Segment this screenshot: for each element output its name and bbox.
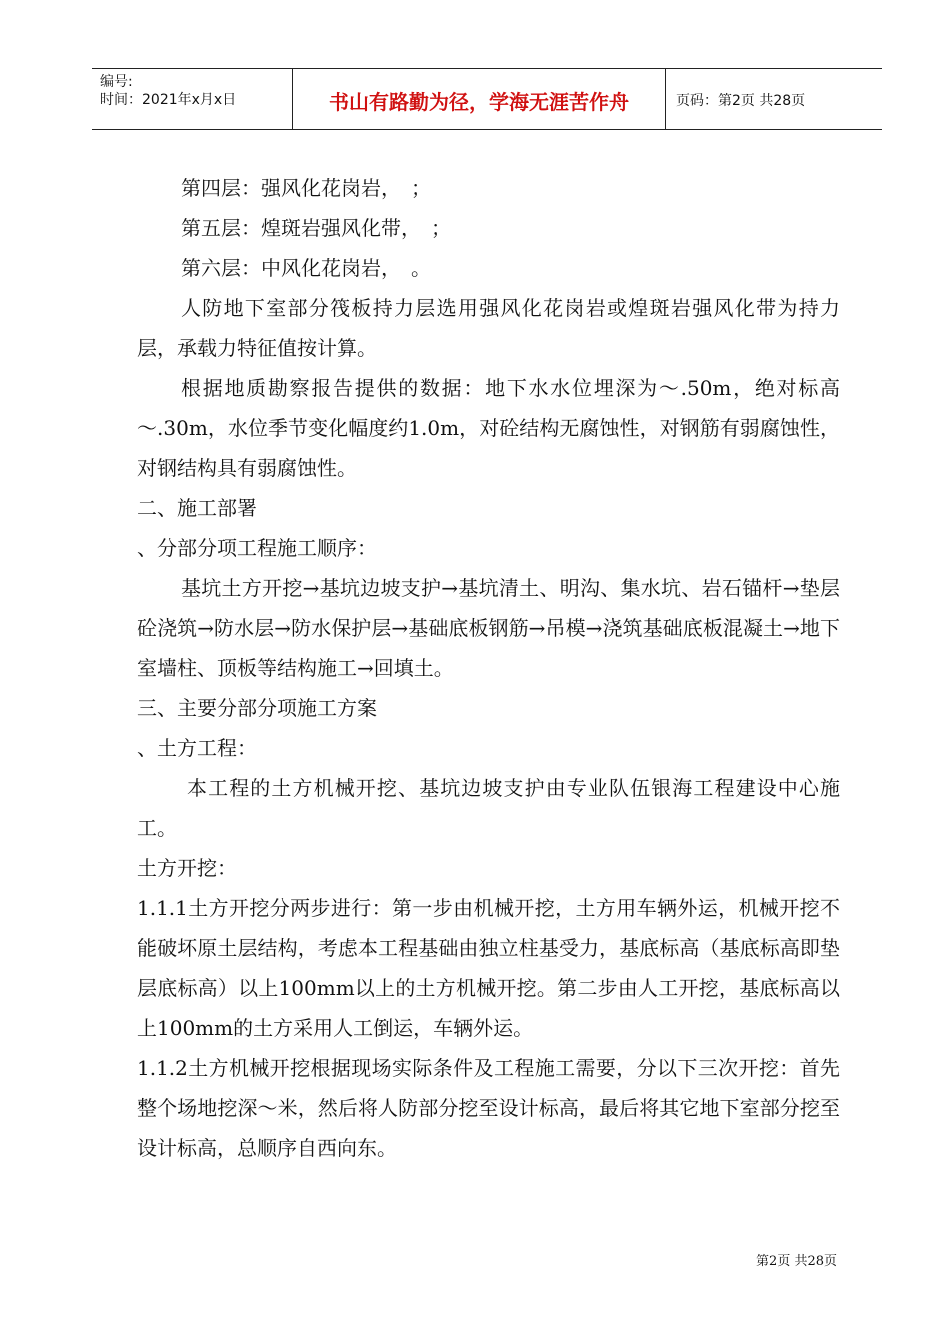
section-heading: 二、施工部署: [137, 496, 257, 520]
subsection-heading: 土方开挖：: [137, 856, 237, 880]
paragraph: 第五层：煌斑岩强风化带， ；: [181, 216, 451, 240]
paragraph: 1.1.2土方机械开挖根据现场实际条件及工程施工需要，分以下三次开挖：首先整个场地挖深～米，然后将人防部分挖至设计标高，最后将其它地下室部分挖至设计标高，总顺序自西向东。: [137, 1056, 840, 1160]
subsection-heading: 、土方工程：: [137, 736, 257, 760]
header-motto: 书山有路勤为径，学海无涯苦作舟: [329, 90, 629, 114]
document-body: [137, 168, 840, 1168]
header-page-cell: [666, 69, 882, 129]
paragraph: 基坑土方开挖→基坑边坡支护→基坑清土、明沟、集水坑、岩石锚杆→垫层砼浇筑→防水层→防水保护层→基础底板钢筋→吊模→浇筑基础底板混凝土→地下室墙柱、顶板等结构施工→回填土。: [137, 576, 840, 680]
section-heading: 三、主要分部分项施工方案: [137, 696, 377, 720]
header-page-info: 页码：第2页 共28页: [676, 93, 806, 109]
paragraph: 1.1.1土方开挖分两步进行：第一步由机械开挖，土方用车辆外运，机械开挖不能破坏原土层结构，考虑本工程基础由独立柱基受力，基底标高（基底标高即垫层底标高）以上100mm以上的土方机械开挖。第二步由人工开挖，基底标高以上100mm的土方采用人工倒运，车辆外运。: [137, 896, 840, 1040]
paragraph: 人防地下室部分筏板持力层选用强风化花岗岩或煌斑岩强风化带为持力层，承载力特征值按计算。: [137, 296, 840, 360]
document-number-label: 编号:: [100, 74, 133, 90]
header-motto-cell: [293, 69, 666, 129]
paragraph: 第六层：中风化花岗岩， 。: [181, 256, 431, 280]
paragraph: 本工程的土方机械开挖、基坑边坡支护由专业队伍银海工程建设中心施工。: [137, 776, 840, 840]
paragraph: 第四层：强风化花岗岩， ；: [181, 176, 431, 200]
document-time-label: 时间：2021年x月x日: [100, 92, 237, 108]
paragraph: 根据地质勘察报告提供的数据：地下水水位埋深为～.50m，绝对标高～.30m，水位季节变化幅度约1.0m，对砼结构无腐蚀性，对钢筋有弱腐蚀性，对钢结构具有弱腐蚀性。: [137, 376, 840, 480]
page-header: [92, 68, 882, 130]
page-footer: 第2页 共28页: [756, 1254, 837, 1269]
subsection-heading: 、分部分项工程施工顺序：: [137, 536, 377, 560]
header-meta-cell: [92, 69, 293, 129]
